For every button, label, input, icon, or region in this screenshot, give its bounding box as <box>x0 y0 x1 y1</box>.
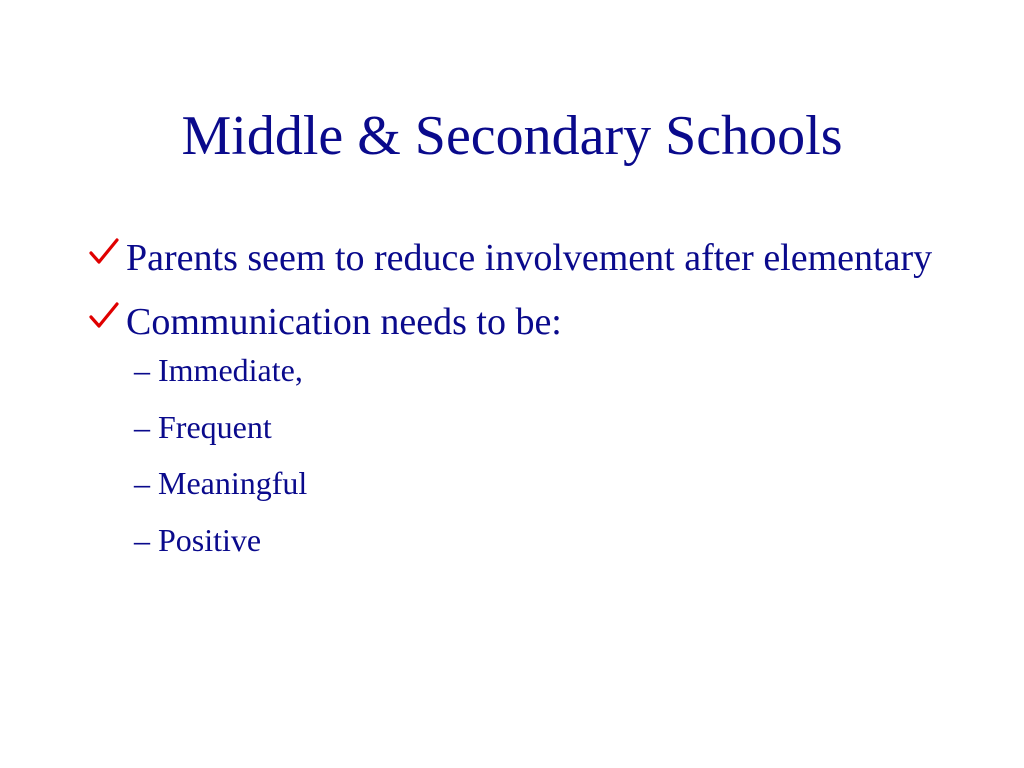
sub-bullet-item <box>134 461 946 505</box>
sub-bullet-text: Frequent <box>158 408 272 445</box>
dash-marker: – <box>134 352 150 388</box>
check-icon <box>88 236 120 268</box>
dash-marker: – <box>134 465 150 501</box>
dash-marker: – <box>134 521 150 558</box>
sub-bullet-item <box>134 518 946 562</box>
sub-bullet-item <box>134 348 946 392</box>
check-icon <box>88 300 120 332</box>
bullet-item <box>86 232 946 284</box>
sub-bullet-text: Meaningful <box>158 465 308 501</box>
sub-bullet-item <box>134 405 946 449</box>
sub-bullet-text: Positive <box>158 521 262 558</box>
bullet-list <box>86 232 946 574</box>
sub-bullet-text: Immediate, <box>158 352 303 388</box>
bullet-text: Communication needs to be: <box>126 301 562 343</box>
bullet-text: Parents seem to reduce involvement after elementary <box>126 237 933 279</box>
dash-marker: – <box>134 408 150 445</box>
slide-title: Middle & Secondary Schools <box>181 105 843 167</box>
bullet-item <box>86 296 946 562</box>
sub-bullet-list <box>126 348 946 562</box>
